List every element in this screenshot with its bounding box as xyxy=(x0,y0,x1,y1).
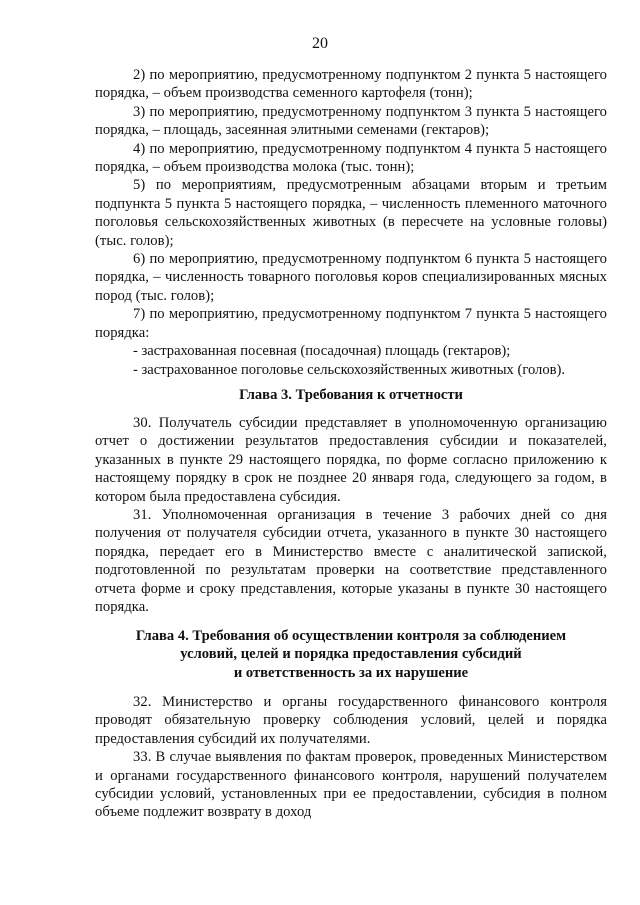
measures-list xyxy=(95,66,607,379)
chapter-4-body xyxy=(95,693,607,822)
chapter-4-title xyxy=(95,627,607,682)
paragraph-30: 30. Получатель субсидии представляет в уполномоченную организацию отчет о достижении результатов предоставления субсидии и показателей, указанных в пункте 29 настоящего порядка, по форме согласно приложению к настоящему порядку в срок не позднее 20 января года, следующего за годом, в котором была предоставлена субсидия. xyxy=(95,415,607,505)
chapter-4-title-line-3: и ответственность за их нарушение xyxy=(233,664,469,681)
paragraph-item-4: 4) по мероприятию, предусмотренному подпунктом 4 пункта 5 настоящего порядка, – объем производства молока (тыс. тонн); xyxy=(95,140,607,176)
chapter-4-title-line-1: Глава 4. Требования об осуществлении контроля за соблюдением xyxy=(135,628,567,644)
paragraph-item-5: 5) по мероприятиям, предусмотренным абзацами вторым и третьим подпункта 5 пункта 5 настоящего порядка, – численность племенного маточного поголовья сельскохозяйственных животных (в пересчете на условные головы) (тыс. голов); xyxy=(95,177,607,249)
paragraph-31: 31. Уполномоченная организация в течение 3 рабочих дней со дня получения от получателя субсидии отчета, указанного в пункте 30 настоящего порядка, передает его в Министерство вместе с аналитической запиской, подготовленной по результатам проверки на соответствие представленного отчета форме и сроку представления, которые указаны в пункте 30 настоящего порядка. xyxy=(95,507,607,616)
paragraph-32: 32. Министерство и органы государственного финансового контроля проводят обязательную проверку соблюдения условий, целей и порядка предоставления субсидий их получателями. xyxy=(95,694,607,747)
bullet-insured-livestock: - застрахованное поголовье сельскохозяйственных животных (голов). xyxy=(133,361,566,378)
page-number: 20 xyxy=(312,35,328,52)
paragraph-item-7: 7) по мероприятию, предусмотренному подпунктом 7 пункта 5 настоящего порядка: xyxy=(95,306,607,341)
paragraph-item-3: 3) по мероприятию, предусмотренному подпунктом 3 пункта 5 настоящего порядка, – площадь, засеянная элитными семенами (гектаров); xyxy=(95,103,607,139)
bullet-insured-area: - застрахованная посевная (посадочная) площадь (гектаров); xyxy=(133,343,511,360)
chapter-4-title-line-2: условий, целей и порядка предоставления субсидий xyxy=(180,646,522,663)
paragraph-item-6: 6) по мероприятию, предусмотренному подпунктом 6 пункта 5 настоящего порядка, – численность товарного поголовья коров специализированных мясных пород (тыс. голов); xyxy=(95,251,607,304)
paragraph-33: 33. В случае выявления по фактам проверок, проведенных Министерством и органами государственного финансового контроля, нарушений получателем субсидии условий, установленных при ее предоставлении, субсидия в полном объеме подлежит возврату в доход xyxy=(95,749,607,821)
chapter-3-title: Глава 3. Требования к отчетности xyxy=(239,387,463,403)
paragraph-item-2: 2) по мероприятию, предусмотренному подпунктом 2 пункта 5 настоящего порядка, – объем производства семенного картофеля (тонн); xyxy=(95,67,607,102)
chapter-3-body xyxy=(95,414,607,616)
